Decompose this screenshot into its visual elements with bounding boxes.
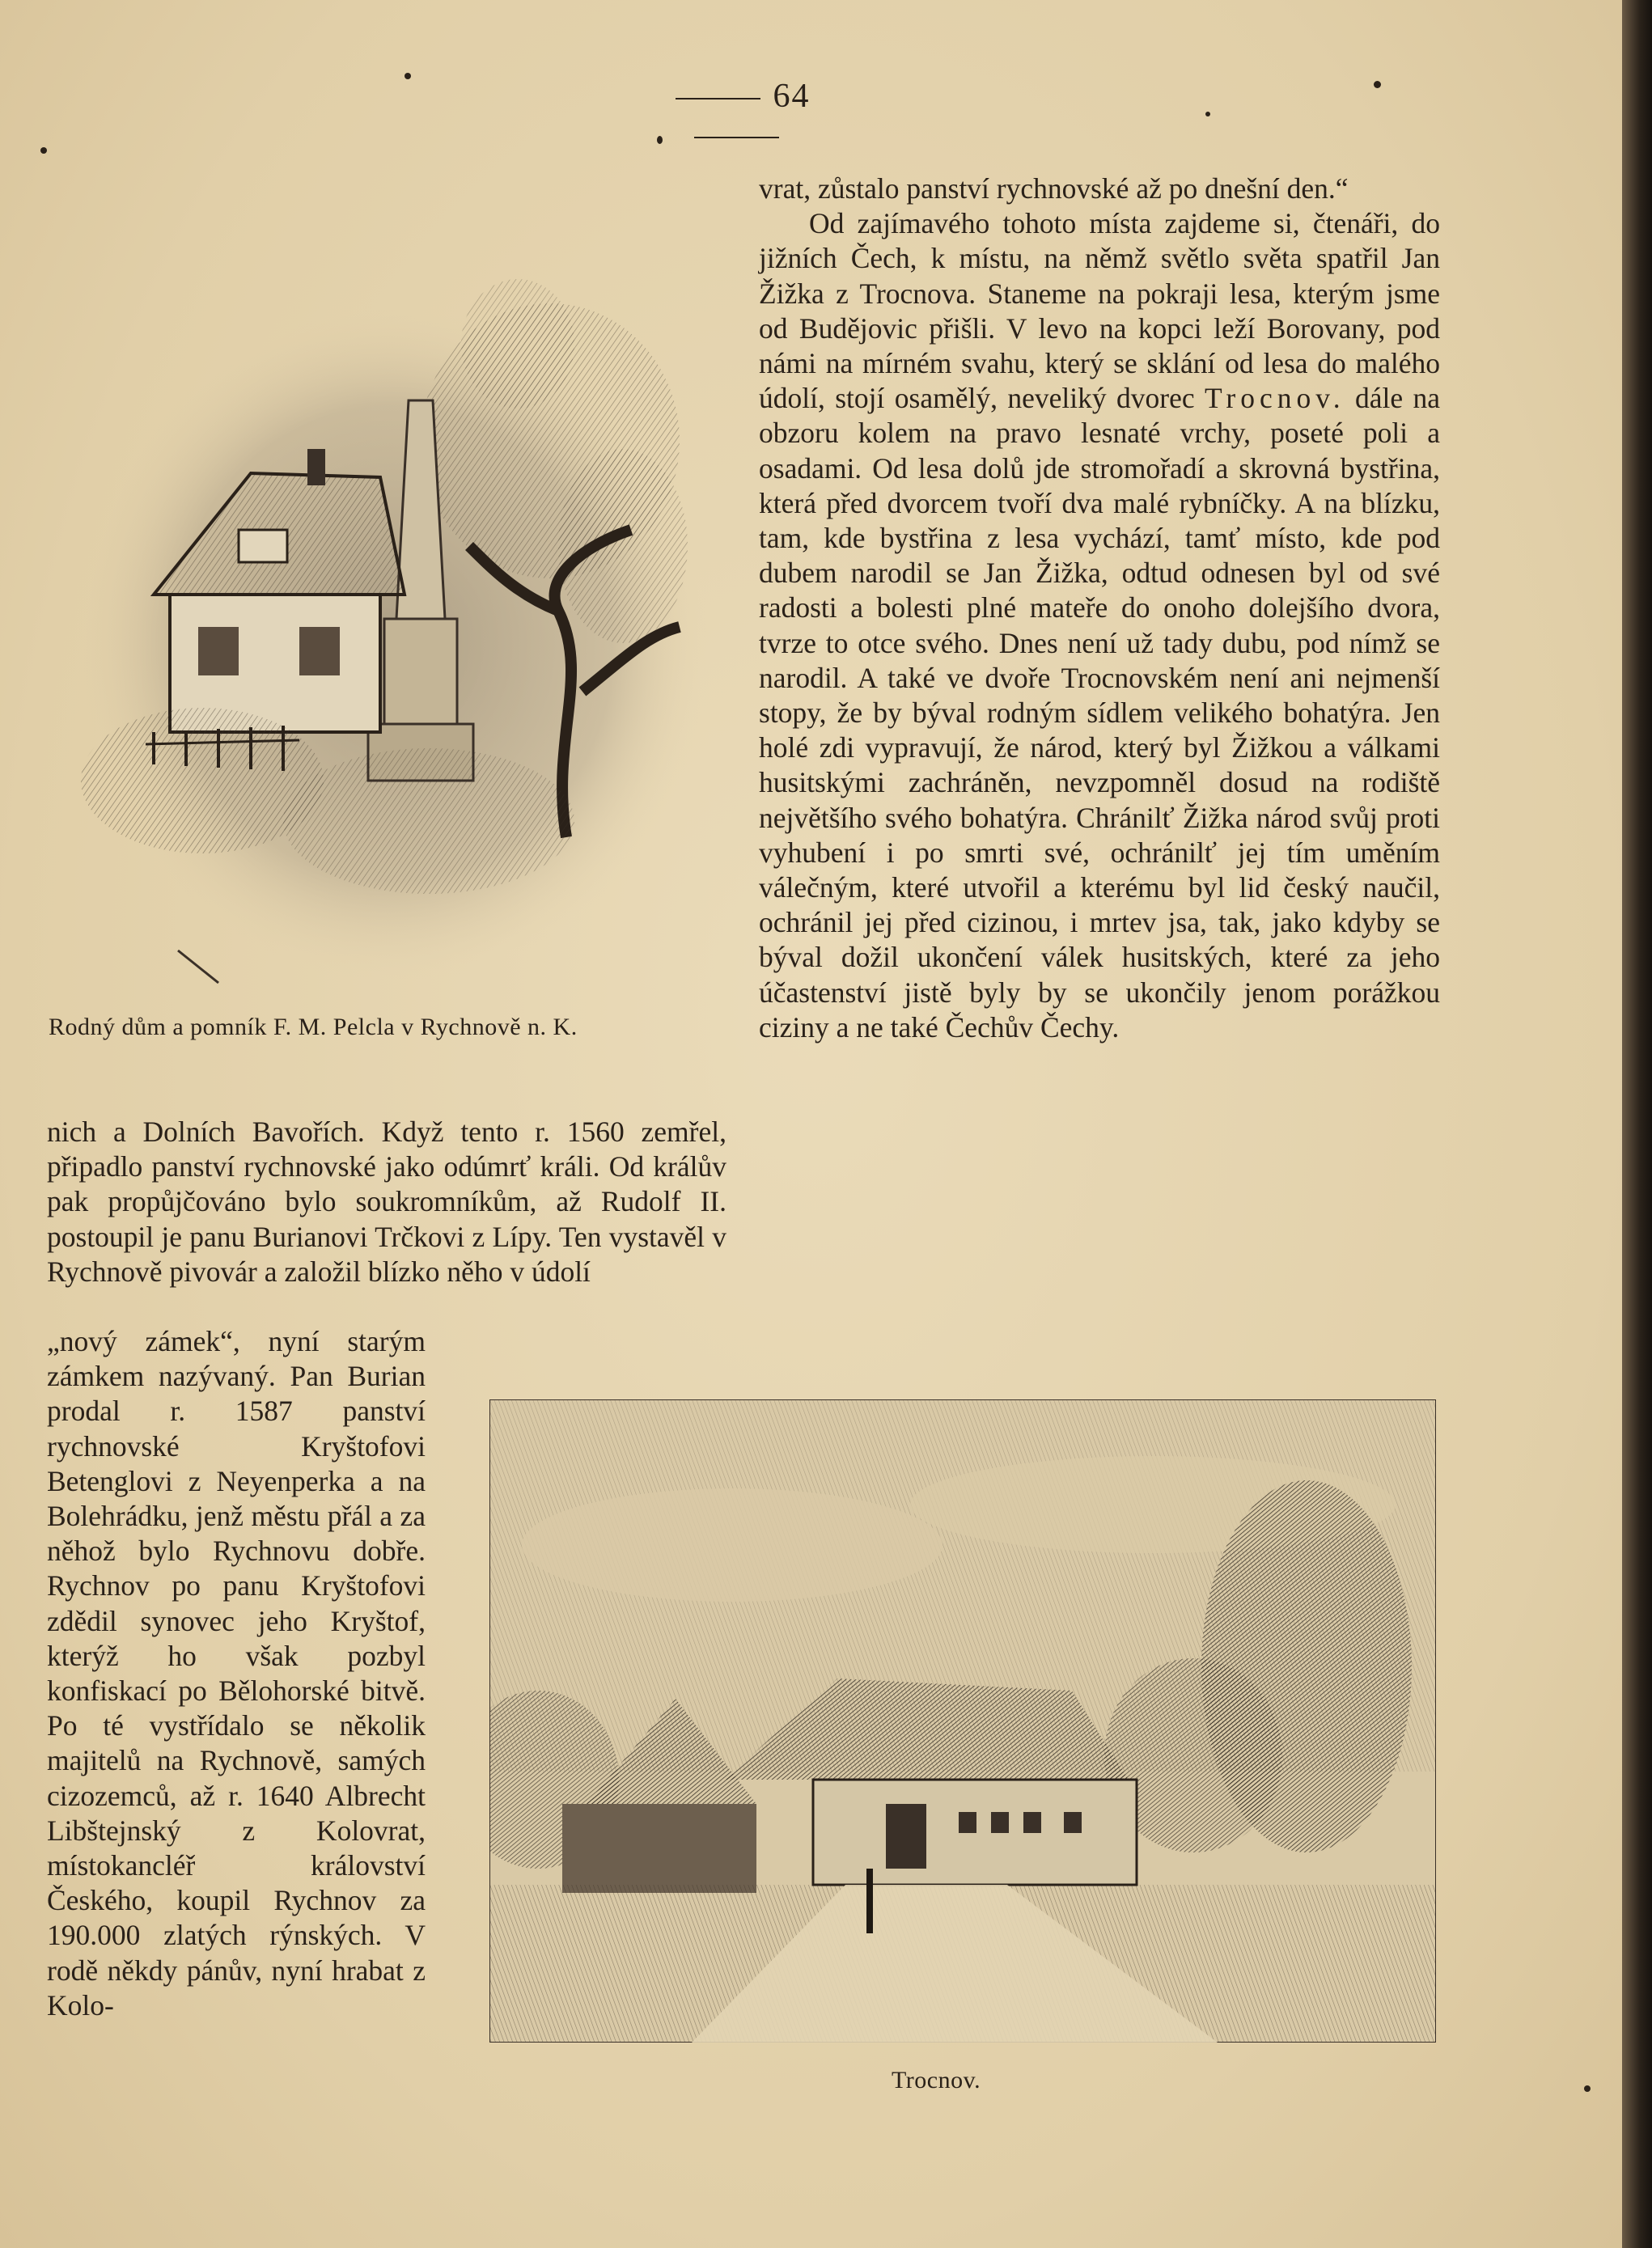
house-monument-illustration: [65, 255, 720, 999]
right-paragraph-2: [759, 206, 1440, 1045]
ink-speck: [657, 136, 663, 144]
left-paragraph-wide: nich a Dolních Bavořích. Když tento r. 1560 zemřel, připadlo panství rychnovské jako odúmrť králi. Od králův pak propůjčováno bylo soukromníkům, až Rudolf II. postoupil je panu Burianovi Trčkovi z Lípy. Ten vystavěl v Rychnově pivovár a založil blízko něho v údolí: [47, 1116, 726, 1288]
ink-speck: [1584, 2085, 1591, 2092]
engraving-stroke: [178, 950, 218, 983]
page-number: [615, 77, 858, 155]
ink-speck: [40, 147, 47, 154]
trocnov-emphasis: Trocnov.: [1205, 382, 1345, 415]
figure-caption-bottom: Trocnov.: [892, 2067, 981, 2093]
page-number-rule-right: [694, 137, 779, 138]
page-number-text: 64: [773, 78, 811, 115]
book-gutter: [1622, 0, 1652, 2248]
ink-speck: [1374, 81, 1381, 88]
ink-speck: [1205, 112, 1210, 116]
right-paragraph-1: vrat, zůstalo panství rychnovské až po dnešní den.“: [759, 172, 1349, 205]
ground-path: [489, 1869, 1436, 2043]
right-column-text: [759, 171, 1440, 1045]
figure-caption-top: Rodný dům a pomník F. M. Pelcla v Rychnově n. K.: [49, 1014, 578, 1040]
ink-speck: [405, 73, 411, 79]
left-column-narrow-text: [47, 1324, 426, 2023]
trocnov-illustration: [489, 1399, 1436, 2043]
left-paragraph-narrow: „nový zámek“, nyní starým zámkem nazývaný. Pan Burian prodal r. 1587 panství rychnovské Kryštofovi Betenglovi z Neyenperka a na Bolehrádku, jenž městu přál a za něhož bylo Rychnovu dobře. Rychnov po panu Kryštofovi zdědil synovec jeho Kryštof, kterýž ho však pozbyl konfiskací po Bělohorské bitvě. Po té vystřídalo se několik majitelů na Rychnově, samých cizozemců, až r. 1640 Albrecht Libštejnský z Kolovrat, místokancléř království Českého, koupil Rychnov za 190.000 zlatých rýnských. V rodě někdy pánův, nyní hrabat z Kolo-: [47, 1325, 426, 2022]
right-paragraph-2-b: dále na obzoru kolem na pravo lesnaté vrchy, poseté poli a osadami. Od lesa dolů jde stromořadí a skrovná bystřina, která před dvorcem tvoří dva malé rybníčky. A na blízku, tam, kde bystřina z lesa vychází, tamť místo, kde pod dubem narodil se Jan Žižka, odtud odnesen byl od své radosti a bolesti plné mateře do onoho dolejšího dvora, tvrze to otce svého. Dnes není už tady dubu, pod nímž se narodil. A také ve dvoře Trocnovském není ani nejmenší stopy, že by býval rodným sídlem velikého bohatýra. Jen holé zdi vypravují, že národ, který byl Žižkou a válkami husitskými zachráněn, nevzpomněl dosud na rodiště největšího svého bohatýra. Chránilť Žižka národ svůj proti vyhubení i po smrti své, ochránilť jej tím uměním válečným, které utvořil a kterému byl lid český naučil, ochránil jej před cizinou, i mrtev jsa, tak, jako kdyby se býval dožil ukončení válek husitských, které za jeho účastenství jistě byly by se ukončily jenom porážkou ciziny a ne také Čechův Čechy.: [759, 382, 1441, 1044]
left-column-wide-text: [47, 1115, 726, 1289]
right-paragraph-2-a: Od zajímavého tohoto místa zajdeme si, čtenáři, do jižních Čech, k místu, na němž světlo světa spatřil Jan Žižka z Trocnova. Staneme na pokraji lesa, kterým jsme od Budějovic přišli. V levo na kopci leží Borovany, pod námi na mírném svahu, který se sklání od lesa do malého údolí, stojí osamělý, neveliký dvorec: [759, 207, 1440, 415]
page-number-rule-left: [676, 98, 760, 99]
